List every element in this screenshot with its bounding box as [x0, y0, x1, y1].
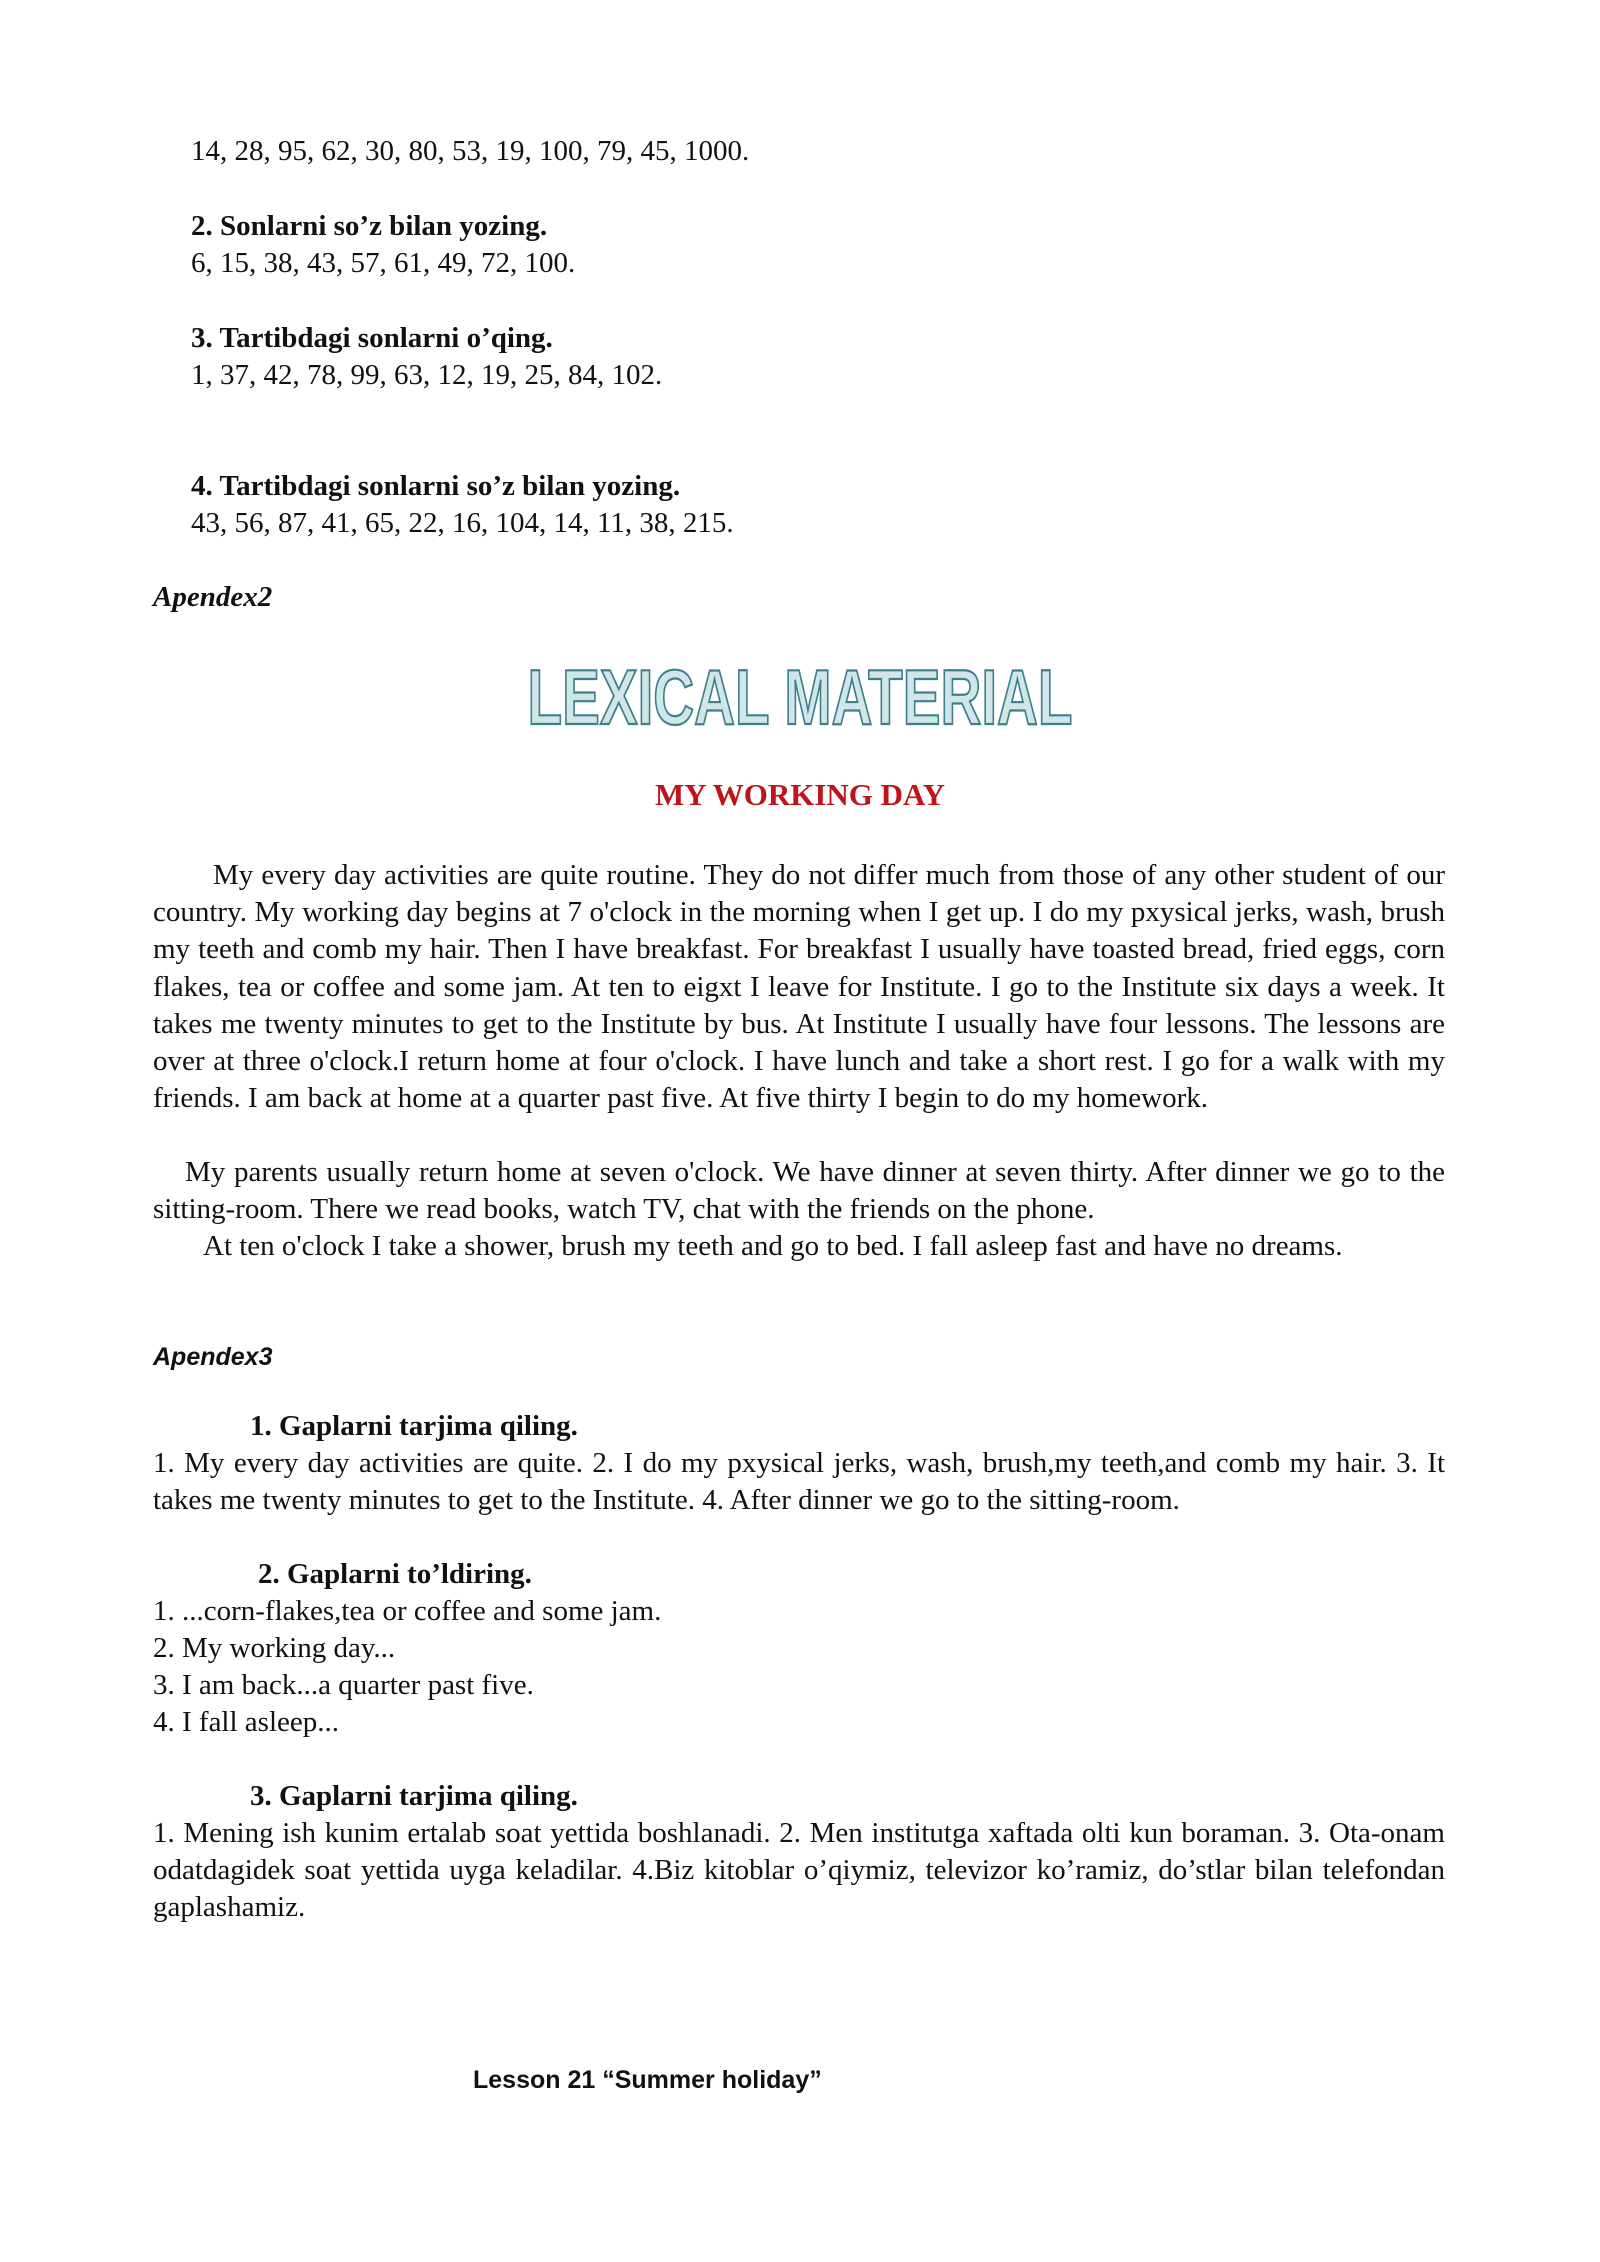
exercise-1-text: 1. My every day activities are quite. 2. I do my pxysical jerks, wash, brush,my teeth,and comb my hair. 3. It takes me twenty minutes to get to the Institute. 4. After dinner we go to the sitting-room. [153, 1447, 1445, 1517]
task-2-heading: 2. Sonlarni so’z bilan yozing. [191, 210, 548, 242]
task-3-heading: 3. Tartibdagi sonlarni o’qing. [191, 322, 553, 354]
exercise-2-item: 1. ...corn-flakes,tea or coffee and some jam. [153, 1595, 662, 1627]
paragraph-1: My every day activities are quite routine. They do not differ much from those of any other student of our country. My working day begins at 7 o'clock in the morning when I get up. I do my pxysical jerks, wash, brush my teeth and comb my hair. Then I have breakfast. For breakfast I usually have toasted bread, fried eggs, corn flakes, tea or coffee and some jam. At ten to eigxt I leave for Institute. I go to the Institute six days a week. It takes me twenty minutes to get to the Institute by bus. At Institute I usually have four lessons. The lessons are over at three o'clock.I return home at four o'clock. I have lunch and take a short rest. I go for a walk with my friends. I am back at home at a quarter past five. At five thirty I begin to do my homework. [153, 859, 1445, 1115]
exercise-1-heading: 1. Gaplarni tarjima qiling. [250, 1410, 578, 1442]
paragraph-2: My parents usually return home at seven o'clock. We have dinner at seven thirty. After dinner we go to the sitting-room. There we read books, watch TV, chat with the friends on the phone. [153, 1156, 1445, 1226]
exercise-2-heading: 2. Gaplarni to’ldiring. [258, 1558, 532, 1590]
lexical-material-wordart [520, 648, 1080, 740]
task-4-heading: 4. Tartibdagi sonlarni so’z bilan yozing. [191, 470, 681, 502]
task-4-numbers: 43, 56, 87, 41, 65, 22, 16, 104, 14, 11, 38, 215. [191, 507, 734, 539]
exercise-2-item: 3. I am back...a quarter past five. [153, 1669, 534, 1701]
appendix-3-label: Apendex3 [153, 1343, 273, 1371]
my-working-day-title: MY WORKING DAY [655, 777, 945, 812]
numbers-line-1: 14, 28, 95, 62, 30, 80, 53, 19, 100, 79, 45, 1000. [191, 135, 750, 167]
task-3-numbers: 1, 37, 42, 78, 99, 63, 12, 19, 25, 84, 102. [191, 359, 663, 391]
wordart-text: LEXICAL MATERIAL [527, 653, 1073, 741]
paragraph-3: At ten o'clock I take a shower, brush my teeth and go to bed. I fall asleep fast and have no dreams. [203, 1230, 1343, 1262]
exercise-3-text: 1. Mening ish kunim ertalab soat yettida boshlanadi. 2. Men institutga xaftada olti kun boraman. 3. Ota-onam odatdagidek soat yettida uyga keladilar. 4.Biz kitoblar o’qiymiz, televizor ko’ramiz, do’stlar bilan telefondan gaplashamiz. [153, 1817, 1445, 1924]
exercise-2-item: 2. My working day... [153, 1632, 396, 1664]
appendix-2-label: Apendex2 [153, 581, 273, 613]
exercise-3-heading: 3. Gaplarni tarjima qiling. [250, 1780, 578, 1812]
exercise-2-item: 4. I fall asleep... [153, 1706, 340, 1738]
task-2-numbers: 6, 15, 38, 43, 57, 61, 49, 72, 100. [191, 247, 576, 279]
lesson-footer: Lesson 21 “Summer holiday” [473, 2066, 822, 2094]
